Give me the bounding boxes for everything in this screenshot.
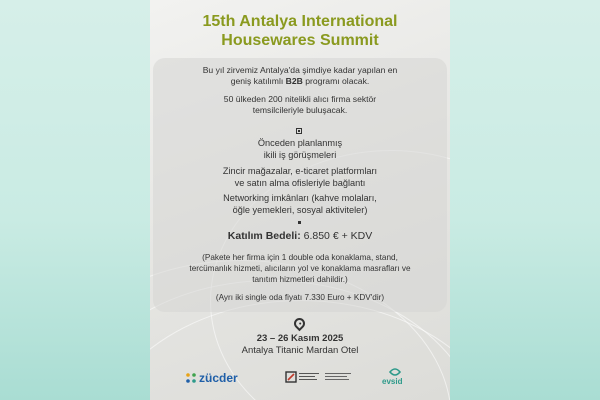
feature-item — [160, 193, 440, 216]
intro-text-part: geniş katılımlı — [230, 76, 286, 86]
feature-line: öğle yemekleri, sosyal aktiviteler) — [232, 204, 368, 215]
event-title — [150, 12, 450, 50]
checkbox-bullet-icon — [296, 128, 302, 134]
intro-line-2 — [160, 76, 440, 87]
feature-item — [160, 166, 440, 189]
b2b-highlight: B2B — [285, 76, 303, 86]
intro-text — [160, 65, 440, 87]
event-venue: Antalya Titanic Mardan Otel — [241, 345, 359, 356]
event-date — [160, 333, 440, 345]
feature-line: Zincir mağazalar, e-ticaret platformları — [222, 166, 378, 176]
title-line-1: 15th Antalya International — [202, 13, 398, 30]
package-line: (Pakete her firma için 1 double oda konaklama, stand, — [202, 253, 398, 262]
zucder-wordmark: zücder — [199, 371, 238, 385]
single-room-note: (Ayrı iki single oda fiyatı 7.330 Euro + KDV'dir) — [215, 293, 385, 302]
feature-item — [160, 138, 440, 161]
event-poster — [150, 0, 450, 400]
federation-text-mark — [299, 372, 319, 382]
feature-line: ve satın alma ofisleriyle bağlantı — [234, 177, 366, 188]
title-line-2: Housewares Summit — [221, 32, 379, 49]
zucder-logo — [185, 368, 245, 388]
federation-mark-icon — [285, 371, 297, 383]
evsid-logo — [382, 368, 422, 388]
evsid-wordmark: evsid — [382, 377, 403, 386]
fee-label: Katılım Bedeli: — [227, 230, 301, 242]
participation-fee — [160, 230, 440, 243]
feature-line: Önceden planlanmış — [257, 138, 343, 148]
package-details — [160, 252, 440, 285]
buyers-line-2: temsilcileriyle buluşacak. — [252, 105, 348, 115]
feature-line: ikili iş görüşmeleri — [263, 149, 337, 160]
square-bullet-icon — [298, 221, 301, 224]
intro-line-1: Bu yıl zirvemiz Antalya'da şimdiye kadar yapılan en — [202, 65, 398, 75]
buyers-text — [160, 94, 440, 116]
package-line: tercümanlık hizmeti, alıcıların yol ve konaklama masrafları ve — [189, 264, 411, 273]
intro-text-part: programı olacak. — [302, 76, 370, 86]
feature-line: Networking imkânları (kahve molaları, — [223, 193, 377, 203]
date-text: 23 – 26 Kasım 2025 — [256, 333, 344, 344]
zucder-mark-icon — [185, 372, 197, 384]
federation-logo — [285, 368, 320, 388]
fee-value: 6.850 € + KDV — [300, 230, 373, 242]
package-line: tanıtım hizmetleri dahildir.) — [252, 275, 348, 284]
buyers-line-1: 50 ülkeden 200 nitelikli alıcı firma sektör — [223, 94, 377, 104]
federation-text-mark — [325, 372, 351, 382]
